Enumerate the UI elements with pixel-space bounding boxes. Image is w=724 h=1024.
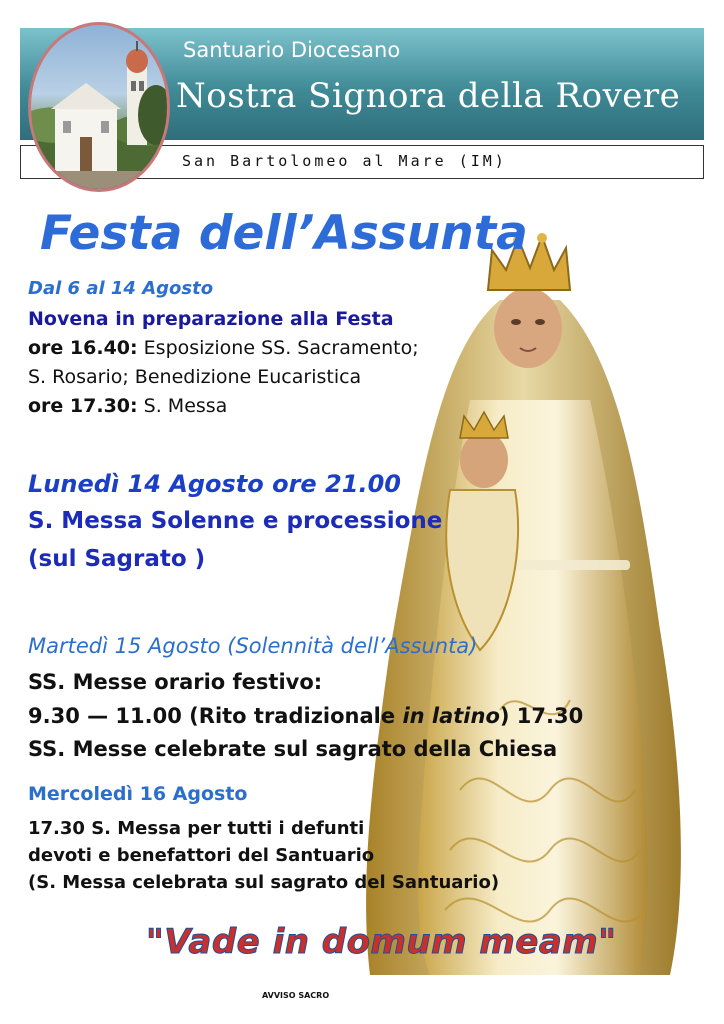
church-illustration xyxy=(31,25,167,189)
motto: "Vade in domum meam" xyxy=(146,922,617,962)
novena-time-1: ore 16.40: xyxy=(28,337,138,359)
martedi-line-2 xyxy=(28,704,583,728)
lunedi-line-1: S. Messa Solenne e processione xyxy=(28,508,443,534)
church-photo xyxy=(28,22,170,192)
lunedi-line-2: (sul Sagrato ) xyxy=(28,546,206,572)
lunedi-date: Lunedì 14 Agosto ore 21.00 xyxy=(28,470,401,498)
header-subtitle: Santuario Diocesano xyxy=(183,38,401,62)
footer-notice: AVVISO SACRO xyxy=(262,991,330,1000)
novena-time-3: ore 17.30: xyxy=(28,395,138,417)
martedi-latin: in latino xyxy=(402,704,500,728)
novena-text-3: S. Messa xyxy=(137,395,228,417)
novena-dates: Dal 6 al 14 Agosto xyxy=(28,278,214,299)
novena-line-1 xyxy=(28,337,419,359)
header-location: San Bartolomeo al Mare (IM) xyxy=(182,152,507,170)
mercoledi-line-3: (S. Messa celebrata sul sagrato del Santuario) xyxy=(28,872,500,893)
novena-line-2: S. Rosario; Benedizione Eucaristica xyxy=(28,366,362,388)
martedi-evening: ) 17.30 xyxy=(499,704,584,728)
novena-text-1: Esposizione SS. Sacramento; xyxy=(137,337,419,359)
novena-heading: Novena in preparazione alla Festa xyxy=(28,308,394,330)
poster-title: Festa dell’Assunta xyxy=(40,206,528,261)
mercoledi-date: Mercoledì 16 Agosto xyxy=(28,783,248,805)
novena-line-3 xyxy=(28,395,227,417)
mercoledi-line-1: 17.30 S. Messa per tutti i defunti xyxy=(28,818,365,839)
martedi-line-3: SS. Messe celebrate sul sagrato della Chiesa xyxy=(28,737,558,761)
martedi-times: 9.30 — 11.00 (Rito tradizionale xyxy=(28,704,403,728)
mercoledi-line-2: devoti e benefattori del Santuario xyxy=(28,845,375,866)
header-title: Nostra Signora della Rovere xyxy=(176,76,681,116)
martedi-date: Martedì 15 Agosto (Solennità dell’Assunta) xyxy=(28,634,478,658)
martedi-line-1: SS. Messe orario festivo: xyxy=(28,670,323,694)
